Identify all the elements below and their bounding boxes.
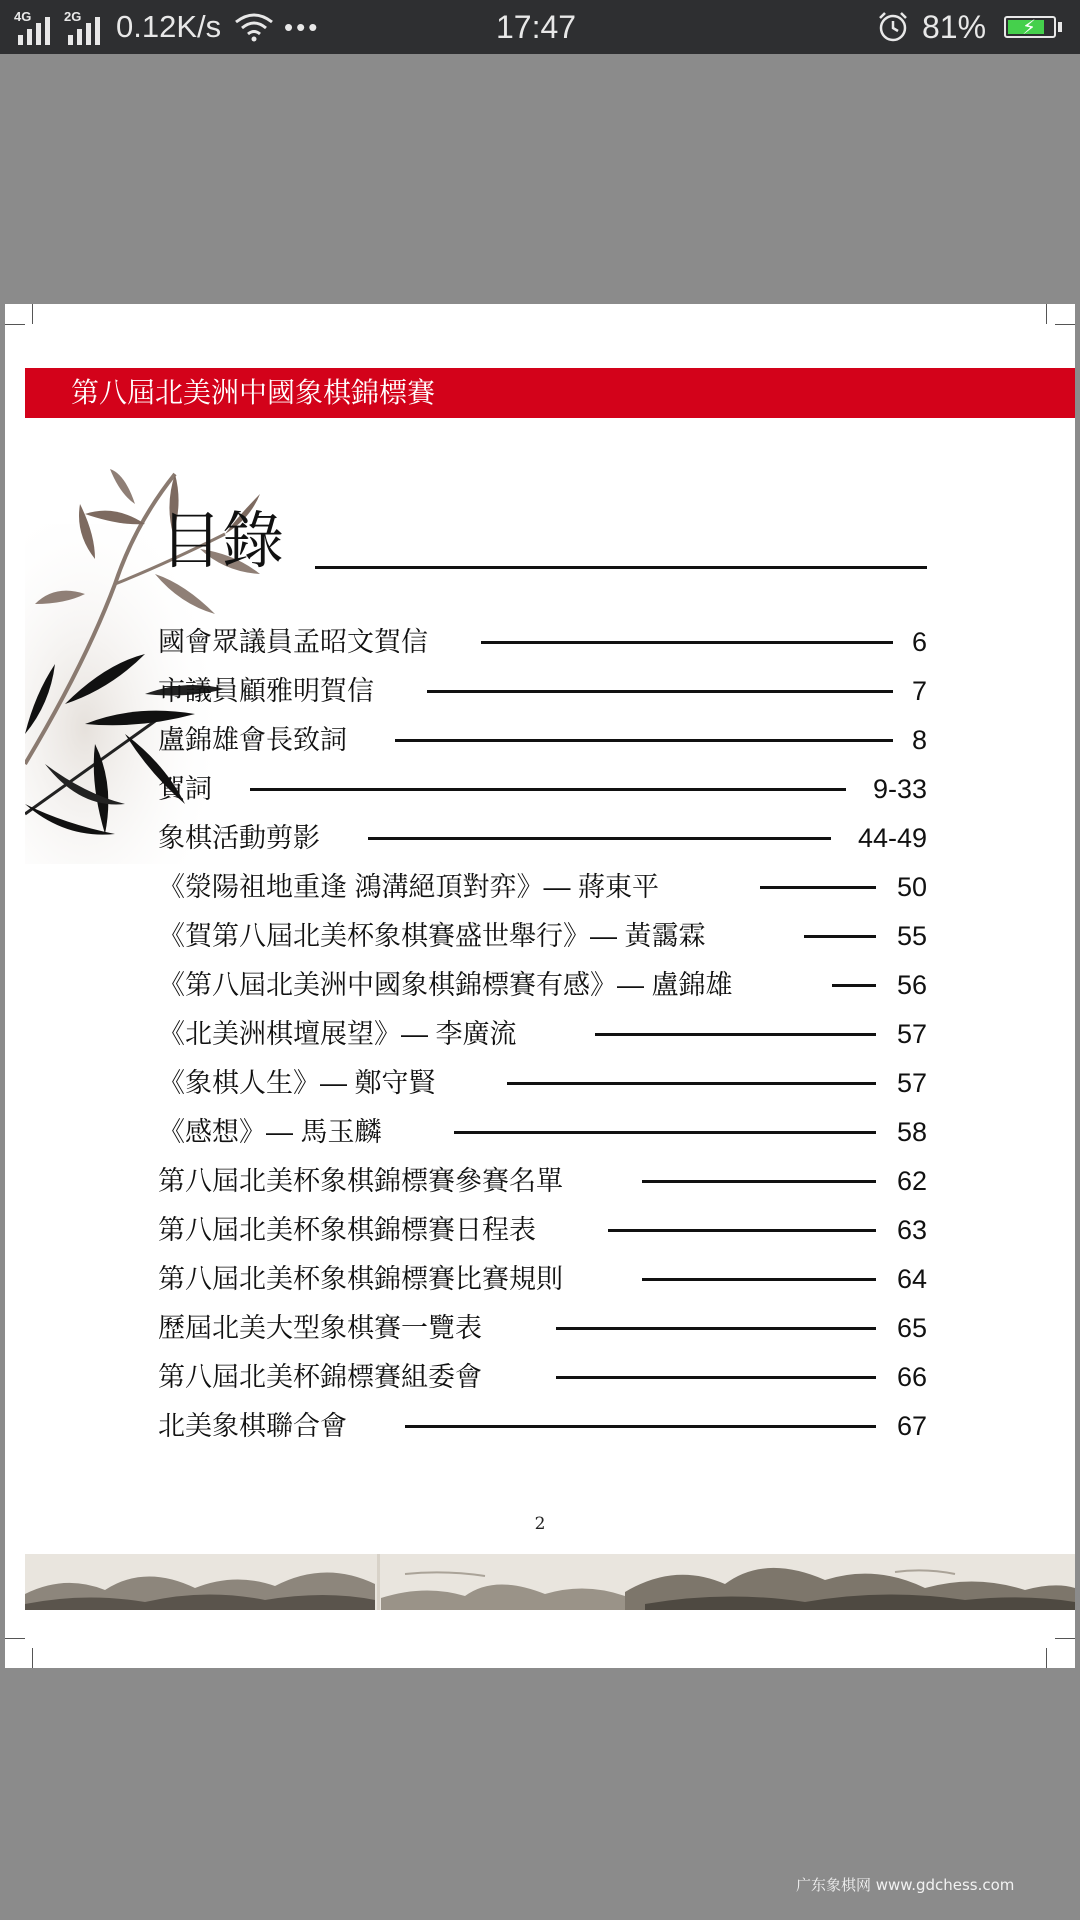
toc-entry-page: 57 — [896, 1068, 927, 1098]
toc-entry-page: 56 — [896, 970, 927, 1000]
toc-entry-text: 第八屆北美杯象棋錦標賽比賽規則 — [158, 1264, 563, 1294]
toc-row[interactable] — [5, 671, 1075, 711]
toc-leader-line — [832, 984, 876, 987]
toc-leader-line — [250, 788, 846, 791]
toc-leader-line — [507, 1082, 876, 1085]
toc-entry-page: 55 — [896, 921, 927, 951]
toc-row[interactable] — [5, 769, 1075, 809]
toc-row[interactable] — [5, 1308, 1075, 1348]
toc-entry-page: 8 — [911, 725, 927, 755]
wifi-icon — [234, 0, 274, 54]
toc-row[interactable] — [5, 1014, 1075, 1054]
toc-leader-line — [804, 935, 876, 938]
clock: 17:47 — [496, 8, 577, 45]
signal-icon-2 — [64, 0, 108, 54]
toc-entry-text: 《賀第八屆北美杯象棋賽盛世舉行》— 黃靄霖 — [158, 921, 706, 951]
toc-row[interactable] — [5, 1259, 1075, 1299]
crop-mark — [1046, 1648, 1047, 1668]
toc-entry-text: 盧錦雄會長致詞 — [158, 725, 347, 755]
crop-mark — [1046, 304, 1047, 324]
crop-mark — [32, 1648, 33, 1668]
battery-percent: 81% — [922, 8, 987, 45]
toc-leader-line — [760, 886, 876, 889]
document-header: 第八屆北美洲中國象棋錦標賽 — [71, 377, 436, 408]
toc-entry-page: 65 — [896, 1313, 927, 1343]
toc-entry-page: 6 — [911, 627, 927, 657]
toc-entry-text: 《第八屆北美洲中國象棋錦標賽有感》— 盧錦雄 — [158, 970, 733, 1000]
toc-entry-page: 66 — [896, 1362, 927, 1392]
crop-mark — [1055, 324, 1075, 325]
toc-entry-text: 第八屆北美杯象棋錦標賽參賽名單 — [158, 1166, 563, 1196]
toc-entry-text: 《象棋人生》— 鄭守賢 — [158, 1068, 436, 1098]
toc-leader-line — [556, 1376, 876, 1379]
toc-leader-line — [608, 1229, 876, 1232]
toc-row[interactable] — [5, 1210, 1075, 1250]
document-page[interactable] — [5, 304, 1075, 1668]
alarm-icon — [876, 0, 910, 54]
toc-entry-text: 《滎陽祖地重逢 鴻溝絕頂對弈》— 蔣東平 — [158, 872, 660, 902]
toc-entry-page: 67 — [896, 1411, 927, 1441]
crop-mark — [1055, 1638, 1075, 1639]
toc-entry-text: 象棋活動剪影 — [158, 823, 320, 853]
toc-row[interactable] — [5, 622, 1075, 662]
toc-row[interactable] — [5, 1406, 1075, 1446]
more-dots: ••• — [284, 11, 321, 42]
toc-row[interactable] — [5, 818, 1075, 858]
toc-entry-page: 57 — [896, 1019, 927, 1049]
toc-row[interactable] — [5, 867, 1075, 907]
toc-entry-page: 9-33 — [872, 774, 927, 804]
toc-row[interactable] — [5, 965, 1075, 1005]
toc-entry-page: 63 — [896, 1215, 927, 1245]
toc-entry-page: 64 — [896, 1264, 927, 1294]
toc-entry-page: 7 — [911, 676, 927, 706]
toc-leader-line — [556, 1327, 876, 1330]
crop-mark — [5, 1638, 25, 1639]
toc-row[interactable] — [5, 1357, 1075, 1397]
network-type-1: 4G — [14, 9, 32, 24]
toc-leader-line — [405, 1425, 876, 1428]
status-bar — [0, 0, 1080, 54]
toc-leader-line — [481, 641, 893, 644]
toc-entry-page: 62 — [896, 1166, 927, 1196]
toc-entry-text: 《感想》— 馬玉麟 — [158, 1117, 382, 1147]
toc-leader-line — [368, 837, 831, 840]
toc-row[interactable] — [5, 1112, 1075, 1152]
toc-entry-text: 賀詞 — [158, 774, 212, 804]
crop-mark — [32, 304, 33, 324]
toc-row[interactable] — [5, 720, 1075, 760]
toc-entry-text: 第八屆北美杯錦標賽組委會 — [158, 1362, 482, 1392]
toc-leader-line — [595, 1033, 876, 1036]
title-rule — [315, 566, 927, 569]
toc-entry-text: 第八屆北美杯象棋錦標賽日程表 — [158, 1215, 536, 1245]
toc-row[interactable] — [5, 916, 1075, 956]
toc-entry-page: 50 — [896, 872, 927, 902]
toc-entry-page: 44-49 — [857, 823, 927, 853]
toc-leader-line — [642, 1278, 876, 1281]
toc-row[interactable] — [5, 1161, 1075, 1201]
toc-entry-text: 北美象棋聯合會 — [158, 1411, 347, 1441]
toc-title: 目錄 — [160, 504, 285, 577]
toc-leader-line — [395, 739, 893, 742]
toc-entry-page: 58 — [896, 1117, 927, 1147]
toc-leader-line — [427, 690, 893, 693]
watermark: 广东象棋网 www.gdchess.com — [796, 1876, 1015, 1894]
network-type-2: 2G — [64, 9, 82, 24]
network-speed: 0.12K/s — [116, 9, 222, 44]
crop-mark — [5, 324, 25, 325]
toc-entry-text: 歷屆北美大型象棋賽一覽表 — [158, 1313, 482, 1343]
battery-icon: ⚡ — [1004, 0, 1062, 54]
toc-leader-line — [454, 1131, 876, 1134]
signal-icon — [14, 0, 58, 54]
toc-entry-text: 《北美洲棋壇展望》— 李廣流 — [158, 1019, 517, 1049]
toc-entry-text: 市議員顧雅明賀信 — [158, 676, 374, 706]
toc-row[interactable] — [5, 1063, 1075, 1103]
page-number: 2 — [534, 1514, 546, 1534]
landscape-painting — [25, 1554, 1075, 1610]
toc-leader-line — [642, 1180, 876, 1183]
toc-entry-text: 國會眾議員孟昭文賀信 — [158, 627, 428, 657]
